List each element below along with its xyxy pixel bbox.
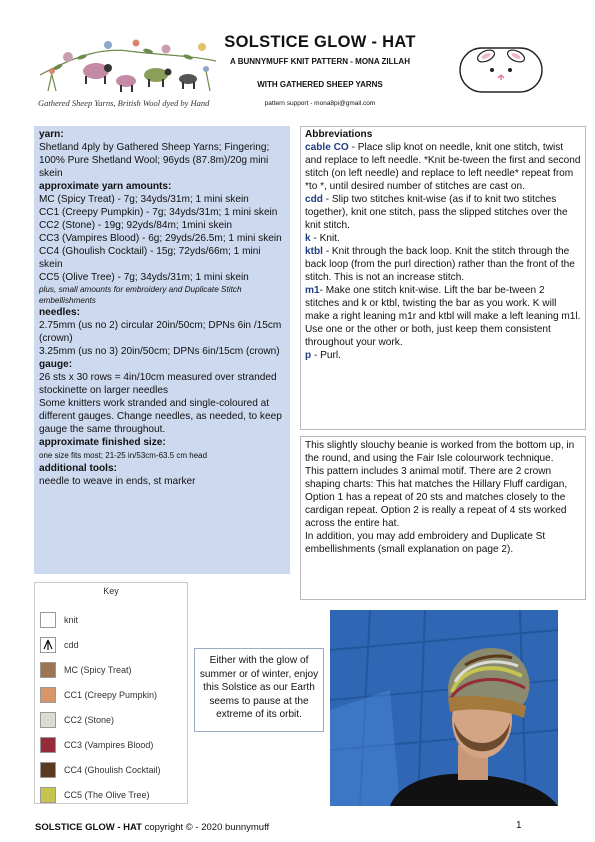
key-label: CC5 (The Olive Tree) [64, 790, 150, 800]
yarn-amount-cc5: CC5 (Olive Tree) - 7g; 34yds/31m; 1 mini skein [39, 272, 249, 283]
abbr-definition: - Knit. [310, 233, 340, 244]
swatch-cc1 [40, 687, 56, 703]
abbr-term: p [305, 350, 312, 361]
brand-tagline: Gathered Sheep Yarns, British Wool dyed by Hand [38, 98, 210, 108]
description-paragraph: This pattern includes 3 animal motif. There are 2 crown shaping charts: This hat matches the Hillary Fluff cardigan, Option 1 has a repeat of 20 sts and matches closely to the cardigan repeat. Option 2 is really a repeat of 4 sts worked across the entire hat. [305, 466, 568, 529]
swatch-cc4 [40, 762, 56, 778]
key-title: Key [103, 586, 119, 596]
yarn-amount-cc2: CC2 (Stone) - 19g; 92yds/84m; 1mini skein [39, 220, 232, 231]
abbr-definition: - Make one stitch knit-wise. Lift the bar be-tween 2 stitches and k or ktbl, twisting the bar as you work. K will make a right leaning m1r and ktbl will make a left leaning m1l. Use one or the other or both, just keep them consistent throughout your work. [305, 285, 581, 348]
pattern-subtitle: A BUNNYMUFF KNIT PATTERN - MONA ZILLAH [230, 57, 410, 66]
abbr-definition: - Slip two stitches knit-wise (as if to knit two stitches together), knit one stitch, pass the slipped stitches over the knit stitch. [305, 194, 568, 231]
yarn-subtitle: WITH GATHERED SHEEP YARNS [257, 80, 383, 89]
abbr-term: k [305, 233, 311, 244]
abbreviations-heading: Abbreviations [305, 129, 373, 140]
sheep-flowers-illustration [38, 35, 218, 93]
description-paragraph: In addition, you may add embroidery and Duplicate St embellishments (small explanation on page 2). [305, 531, 546, 555]
swatch-cc5 [40, 787, 56, 803]
key-label: CC3 (Vampires Blood) [64, 740, 154, 750]
key-label: CC1 (Creepy Pumpkin) [64, 690, 158, 700]
key-item-cc5 [40, 786, 150, 804]
yarn-heading: yarn: [39, 129, 64, 140]
key-item-cc4 [40, 761, 161, 779]
gauge-heading: gauge: [39, 359, 73, 370]
key-label: CC2 (Stone) [64, 715, 115, 725]
gauge-text: 26 sts x 30 rows = 4in/10cm measured over stranded stockinette on larger needles [39, 372, 277, 396]
abbr-item [305, 193, 581, 232]
support-email: pattern support - mona8pi@gmail.com [264, 100, 376, 107]
key-label: cdd [64, 640, 79, 650]
abbr-item [305, 284, 581, 349]
swatch-cc3 [40, 737, 56, 753]
cdd-arrow-icon [42, 639, 54, 651]
footer-copyright: copyright © - 2020 bunnymuff [144, 822, 270, 833]
needles-large: 3.25mm (us no 3) 20in/50cm; DPNs 6in/15cm (crown) [39, 346, 280, 357]
yarn-amount-cc3: CC3 (Vampires Blood) - 6g; 29yds/26.5m; 1 mini skein [39, 233, 282, 244]
swatch-mc [40, 662, 56, 678]
yarn-text: Shetland 4ply by Gathered Sheep Yarns; Fingering; 100% Pure Shetland Wool; 96yds (87.8m)/20g mini skein [39, 142, 270, 179]
description-paragraph: This slightly slouchy beanie is worked from the bottom up, in the round, and using the Fair Isle colourwork technique. [305, 440, 575, 464]
yarn-amounts-note: plus, small amounts for embroidery and Duplicate Stitch embellishments [39, 285, 242, 305]
needles-small: 2.75mm (us no 2) circular 20in/50cm; DPNs 6in /15cm (crown) [39, 320, 282, 344]
swatch-cdd [40, 637, 56, 653]
materials-box [34, 126, 290, 574]
abbreviations-box [300, 126, 586, 430]
description-box [300, 436, 586, 600]
key-item-knit [40, 611, 78, 629]
tools-text: needle to weave in ends, st marker [39, 476, 196, 487]
abbr-definition: - Knit through the back loop. Knit the stitch through the back loop (from the purl direction) rather than the front of the stitch. This is not an increase stitch. [305, 246, 575, 283]
tools-heading: additional tools: [39, 463, 117, 474]
solstice-quote: Either with the glow of summer or of winter, enjoy this Solstice as our Earth seems to pause at the extreme of its orbit. [194, 648, 324, 732]
key-item-mc [40, 661, 132, 679]
key-label: CC4 (Ghoulish Cocktail) [64, 765, 161, 775]
abbr-term: cable CO [305, 142, 349, 153]
key-item-cc3 [40, 736, 153, 754]
key-item-cc1 [40, 686, 157, 704]
abbr-item [305, 232, 581, 245]
abbr-item [305, 245, 581, 284]
chart-key [34, 582, 188, 804]
key-label: MC (Spicy Treat) [64, 665, 132, 675]
yarn-amount-cc4: CC4 (Ghoulish Cocktail) - 15g; 72yds/66m; 1 mini skein [39, 246, 261, 270]
key-label: knit [64, 615, 79, 625]
key-item-cc2 [40, 711, 114, 729]
abbr-item [305, 349, 581, 362]
gauge-note: Some knitters work stranded and single-coloured at different gauges. Change needles, as needed, to keep gauge the same throughout. [39, 398, 282, 435]
yarn-amounts-heading: approximate yarn amounts: [39, 181, 172, 192]
footer [35, 822, 269, 833]
page-number: 1 [516, 820, 522, 831]
swatch-knit [40, 612, 56, 628]
yarn-amount-cc1: CC1 (Creepy Pumpkin) - 7g; 34yds/31m; 1 mini skein [39, 207, 278, 218]
hat-model-photo [330, 610, 558, 806]
footer-title: SOLSTICE GLOW - HAT [35, 822, 142, 833]
size-text: one size fits most; 21-25 in/53cm-63.5 cm head [39, 451, 208, 460]
bunnymuff-logo [458, 44, 544, 96]
abbr-definition: - Place slip knot on needle, knit one stitch, twist and replace to left needle. *Knit be-tween the first and second stitch (on left needle) and replace to left needle* repeat from *to *, until desired number of stitches are cast on. [305, 142, 581, 192]
swatch-cc2 [40, 712, 56, 728]
size-heading: approximate finished size: [39, 437, 166, 448]
key-item-cdd [40, 636, 79, 654]
abbr-term: m1 [305, 285, 320, 296]
needles-heading: needles: [39, 307, 80, 318]
page-title: SOLSTICE GLOW - HAT [224, 33, 416, 51]
abbr-term: ktbl [305, 246, 323, 257]
yarn-amount-mc: MC (Spicy Treat) - 7g; 34yds/31m; 1 mini skein [39, 194, 249, 205]
abbr-definition: - Purl. [311, 350, 341, 361]
abbr-item [305, 141, 581, 193]
abbr-term: cdd [305, 194, 323, 205]
